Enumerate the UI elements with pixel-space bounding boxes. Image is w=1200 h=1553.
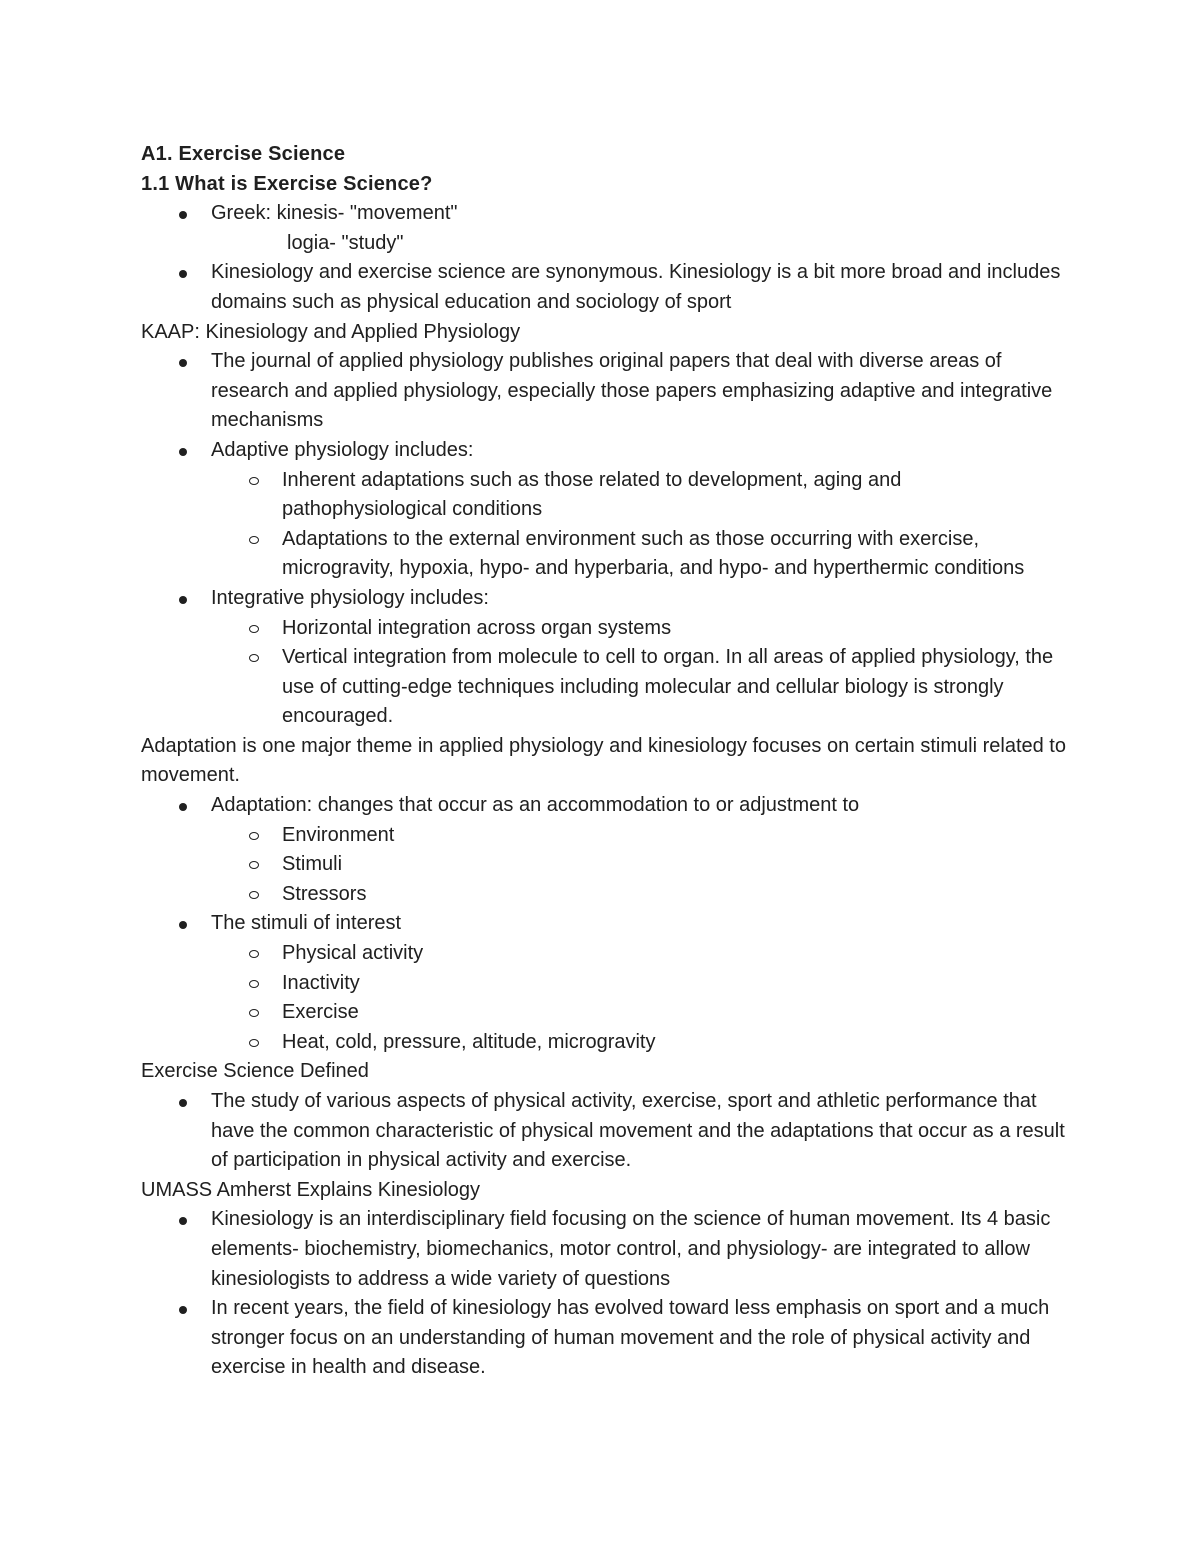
adaptation-intro: Adaptation is one major theme in applied physiology and kinesiology focuses on certain stimuli related to movement. xyxy=(141,734,1066,787)
umass-heading: UMASS Amherst Explains Kinesiology xyxy=(141,1178,481,1201)
defined-list xyxy=(141,1087,1071,1176)
sub-list-item: Inactivity xyxy=(211,969,1071,999)
adaptation-definition: Adaptation: changes that occur as an accommodation to or adjustment to xyxy=(211,794,860,817)
adaptation-sublist xyxy=(211,821,1071,910)
list-item: The study of various aspects of physical activity, exercise, sport and athletic performance that have the common characteristic of physical movement and the adaptations that occur as a result of participation in physical activity and exercise. xyxy=(141,1087,1071,1176)
list-item xyxy=(141,791,1071,909)
kaap-list xyxy=(141,347,1071,732)
list-item: The journal of applied physiology publishes original papers that deal with diverse areas of research and applied physiology, especially those papers emphasizing adaptive and integrative mechanisms xyxy=(141,347,1071,436)
sub-list-item: Physical activity xyxy=(211,939,1071,969)
greek-logia-text: logia- "study" xyxy=(287,231,404,254)
section1-list xyxy=(141,199,1071,317)
stimuli-sublist xyxy=(211,939,1071,1057)
section-heading-what-is-exercise-science: 1.1 What is Exercise Science? xyxy=(141,172,433,195)
document-page xyxy=(141,140,1071,1383)
document-title: A1. Exercise Science xyxy=(141,143,346,165)
sub-list-item: Environment xyxy=(211,821,1071,851)
list-item: Kinesiology is an interdisciplinary field focusing on the science of human movement. Its 4 basic elements- biochemistry, biomechanics, motor control, and physiology- are integrated to allow kinesiologists to address a wide variety of questions xyxy=(141,1205,1071,1294)
kaap-heading: KAAP: Kinesiology and Applied Physiology xyxy=(141,320,521,343)
list-item xyxy=(141,199,1071,258)
adaptive-physiology-label: Adaptive physiology includes: xyxy=(211,438,474,461)
sub-list-item: Inherent adaptations such as those related to development, aging and pathophysiological conditions xyxy=(211,466,1071,525)
integrative-physiology-label: Integrative physiology includes: xyxy=(211,586,489,609)
sub-list-item: Horizontal integration across organ systems xyxy=(211,614,1071,644)
sub-list-item: Exercise xyxy=(211,998,1071,1028)
sub-list-item: Vertical integration from molecule to cell to organ. In all areas of applied physiology, the use of cutting-edge techniques including molecular and cellular biology is strongly encouraged. xyxy=(211,643,1071,732)
list-item xyxy=(141,436,1071,584)
integrative-physiology-sublist xyxy=(211,614,1071,732)
adaptation-list xyxy=(141,791,1071,1057)
sub-list-item: Stimuli xyxy=(211,850,1071,880)
list-item xyxy=(141,584,1071,732)
list-item: Kinesiology and exercise science are synonymous. Kinesiology is a bit more broad and includes domains such as physical education and sociology of sport xyxy=(141,258,1071,317)
sub-list-item: Heat, cold, pressure, altitude, microgravity xyxy=(211,1028,1071,1058)
greek-kinesis-text: Greek: kinesis- "movement" xyxy=(211,202,458,225)
adaptive-physiology-sublist xyxy=(211,466,1071,584)
umass-list xyxy=(141,1205,1071,1383)
list-item xyxy=(141,909,1071,1057)
exercise-science-defined-heading: Exercise Science Defined xyxy=(141,1060,369,1083)
list-item: In recent years, the field of kinesiology has evolved toward less emphasis on sport and a much stronger focus on an understanding of human movement and the role of physical activity and exercise in health and disease. xyxy=(141,1294,1071,1383)
stimuli-of-interest-label: The stimuli of interest xyxy=(211,912,402,935)
sub-list-item: Stressors xyxy=(211,880,1071,910)
sub-list-item: Adaptations to the external environment such as those occurring with exercise, microgravity, hypoxia, hypo- and hyperbaria, and hypo- and hyperthermic conditions xyxy=(211,525,1071,584)
